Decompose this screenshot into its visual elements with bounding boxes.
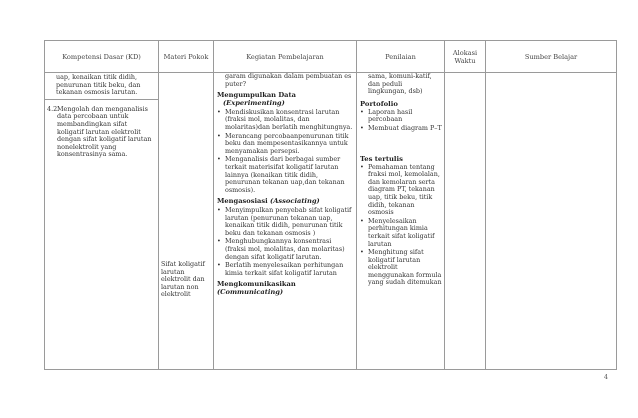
header-sumber-belajar: Sumber Belajar <box>486 41 617 73</box>
list-item: • Merancang percobaanpenurunan titik beku dan mempesentasikannya untuk menyamakan persepsi. <box>217 131 349 155</box>
bullet-icon: • <box>217 131 221 140</box>
bullet-icon: • <box>360 216 364 225</box>
penilaian-cell <box>357 73 445 370</box>
tes-tertulis-title: Tes tertulis <box>360 154 403 163</box>
list-item: • Berlatih menyelesaikan perhitungan kimia terkait sifat koligatif larutan <box>217 261 344 277</box>
section-subtitle: (Communicating) <box>217 288 284 297</box>
section-title-communicating <box>217 281 353 297</box>
header-kegiatan: Kegiatan Pembelajaran <box>214 41 357 73</box>
bullet-icon: • <box>217 206 221 215</box>
kegiatan-cell <box>214 73 357 370</box>
header-row <box>45 41 617 73</box>
bullet-icon: • <box>217 155 221 164</box>
portfolio-list <box>360 109 442 133</box>
content-row <box>45 73 617 370</box>
list-item: • Menyelesaikan perhitungan kimia terkait sifat koligatif larutan <box>360 216 435 248</box>
penilaian-intro: sama, komuni-katif, dan peduli lingkungan, dsb) <box>368 72 432 96</box>
bullet-icon: • <box>360 123 364 132</box>
associating-list <box>217 207 353 277</box>
rpp-table <box>44 40 617 370</box>
portfolio-title: Portofolio <box>360 99 398 108</box>
kd-number: 4.2. <box>47 104 60 113</box>
list-item: • Mendiskusikan konsentrasi larutan (fraksi mol, molalitas, dan molaritas)dan berlatih menghitungnya. <box>217 107 353 131</box>
section-title-associating <box>217 198 353 206</box>
experimenting-list <box>217 109 353 195</box>
kegiatan-intro: garam digunakan dalam pembuatan es puter? <box>225 72 352 88</box>
section-title-experimenting <box>217 92 353 108</box>
section-subtitle: (Experimenting) <box>223 98 285 107</box>
page-number: 4 <box>603 373 608 381</box>
kd-continued-text: uap, kenaikan titik didih, penurunan titik beku, dan tekanan osmosis larutan. <box>56 73 141 97</box>
alokasi-waktu-cell <box>445 73 486 370</box>
bullet-icon: • <box>217 237 221 246</box>
list-item: • Menganalisis dari berbagai sumber terkait materisifat koligatif larutan lainnya (kenaikan titik didih, penurunan tekanan uap,dan tekanan osmosis). <box>217 155 345 194</box>
header-penilaian: Penilaian <box>357 41 445 73</box>
sumber-belajar-cell <box>486 73 617 370</box>
section-title: Mengkomunikasikan <box>217 280 296 289</box>
list-item: • Menghitung sifat koligatif larutan elektrolit menggunakan formula yang sudah ditemukan <box>360 248 442 287</box>
bullet-icon: • <box>217 107 221 116</box>
header-materi-pokok: Materi Pokok <box>159 41 214 73</box>
list-item: • Pemahaman tentang fraksi mol, kemolalan, dan kemolaran serta diagram PT, tekanan uap, titik beku, titik didih, tekanan osmosis <box>360 162 440 217</box>
header-kd: Kompetensi Dasar (KD) <box>45 41 159 73</box>
list-item: • Menyimpulkan penyebab sifat koligatif larutan (penurunan tekanan uap, kenaikan titik didih, penurunan titik beku dan tekanan osmosis ) <box>217 206 352 237</box>
bullet-icon: • <box>360 107 364 116</box>
bullet-icon: • <box>360 162 364 171</box>
kd-4-2 <box>45 99 158 159</box>
list-item: • Menghubungkannya konsentrasi (fraksi mol, molalitas, dan molaritas) dengan sifat koligatif larutan. <box>217 237 345 261</box>
materi-pokok-text: Sifat koligatif larutan elektrolit dan larutan non elektrolit <box>161 260 205 299</box>
kd-text: Mengolah dan menganalisis data percobaan untuk membandingkan sifat koligatif larutan elektrolit dengan sifat koligatif larutan nonelektrolit yang konsentrasinya sama. <box>57 104 152 159</box>
section-title: Mengasosiasi <box>217 197 268 206</box>
header-alokasi-waktu: Alokasi Waktu <box>445 41 486 73</box>
list-item: • Membuat diagram P–T <box>360 123 442 132</box>
bullet-icon: • <box>360 248 364 257</box>
tes-tertulis-list <box>360 164 442 288</box>
materi-pokok-cell <box>159 73 214 370</box>
section-title: Mengumpulkan Data <box>217 91 296 100</box>
bullet-icon: • <box>217 261 221 270</box>
section-subtitle: (Associating) <box>270 197 320 206</box>
list-item: • Laporan hasil percobaan <box>360 107 413 124</box>
kd-cell <box>45 73 159 370</box>
